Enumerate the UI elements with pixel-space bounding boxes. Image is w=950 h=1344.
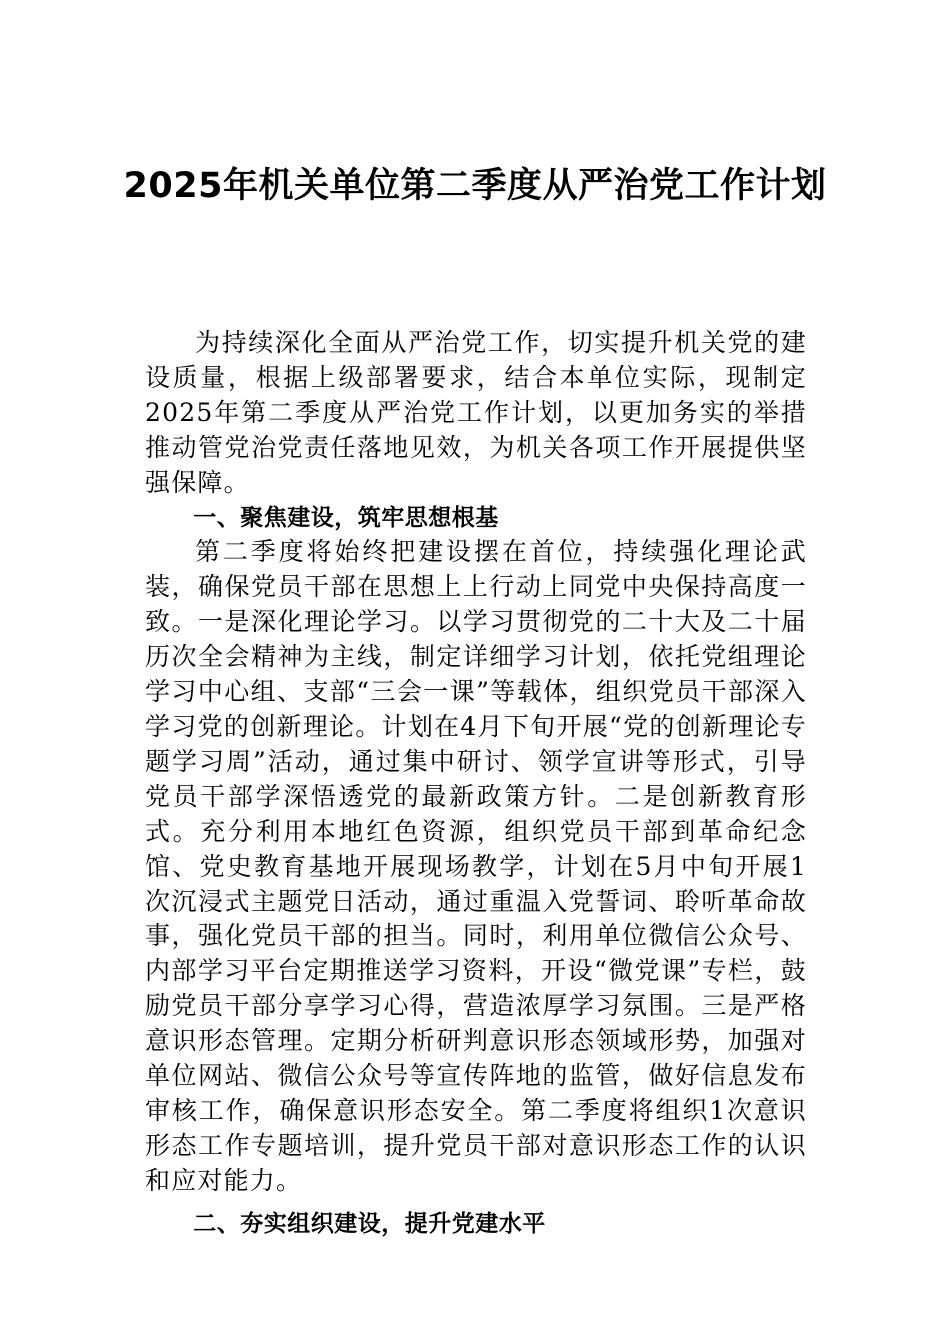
section-heading-1: 一、聚焦建设，筑牢思想根基 [193, 504, 499, 531]
section-heading-2: 二、夯实组织建设，提升党建水平 [193, 1210, 546, 1237]
section-paragraph-1: 第二季度将始终把建设摆在首位，持续强化理论武装，确保党员干部在思想上上行动上同党中央保持高度一致。一是深化理论学习。以学习贯彻党的二十大及二十届历次全会精神为主线，制定详细学习计划，依托党组理论学习中心组、支部“三会一课”等载体，组织党员干部深入学习党的创新理论。计划在4月下旬开展“党的创新理论专题学习周”活动，通过集中研讨、领学宣讲等形式，引导党员干部学深悟透党的最新政策方针。二是创新教育形式。充分利用本地红色资源，组织党员干部到革命纪念馆、党史教育基地开展现场教学，计划在5月中旬开展1次沉浸式主题党日活动，通过重温入党誓词、聆听革命故事，强化党员干部的担当。同时，利用单位微信公众号、内部学习平台定期推送学习资料，开设“微党课”专栏，鼓励党员干部分享学习心得，营造浓厚学习氛围。三是严格意识形态管理。定期分析研判意识形态领域形势，加强对单位网站、微信公众号等宣传阵地的监管，做好信息发布审核工作，确保意识形态安全。第二季度将组织1次意识形态工作专题培训，提升党员干部对意识形态工作的认识和应对能力。 [145, 537, 807, 1195]
intro-paragraph: 为持续深化全面从严治党工作，切实提升机关党的建设质量，根据上级部署要求，结合本单位实际，现制定2025年第二季度从严治党工作计划，以更加务实的举措推动管党治党责任落地见效，为机关各项工作开展提供坚强保障。 [145, 328, 807, 497]
document-body [145, 326, 807, 1242]
document-title: 2025年机关单位第二季度从严治党工作计划 [123, 166, 827, 206]
